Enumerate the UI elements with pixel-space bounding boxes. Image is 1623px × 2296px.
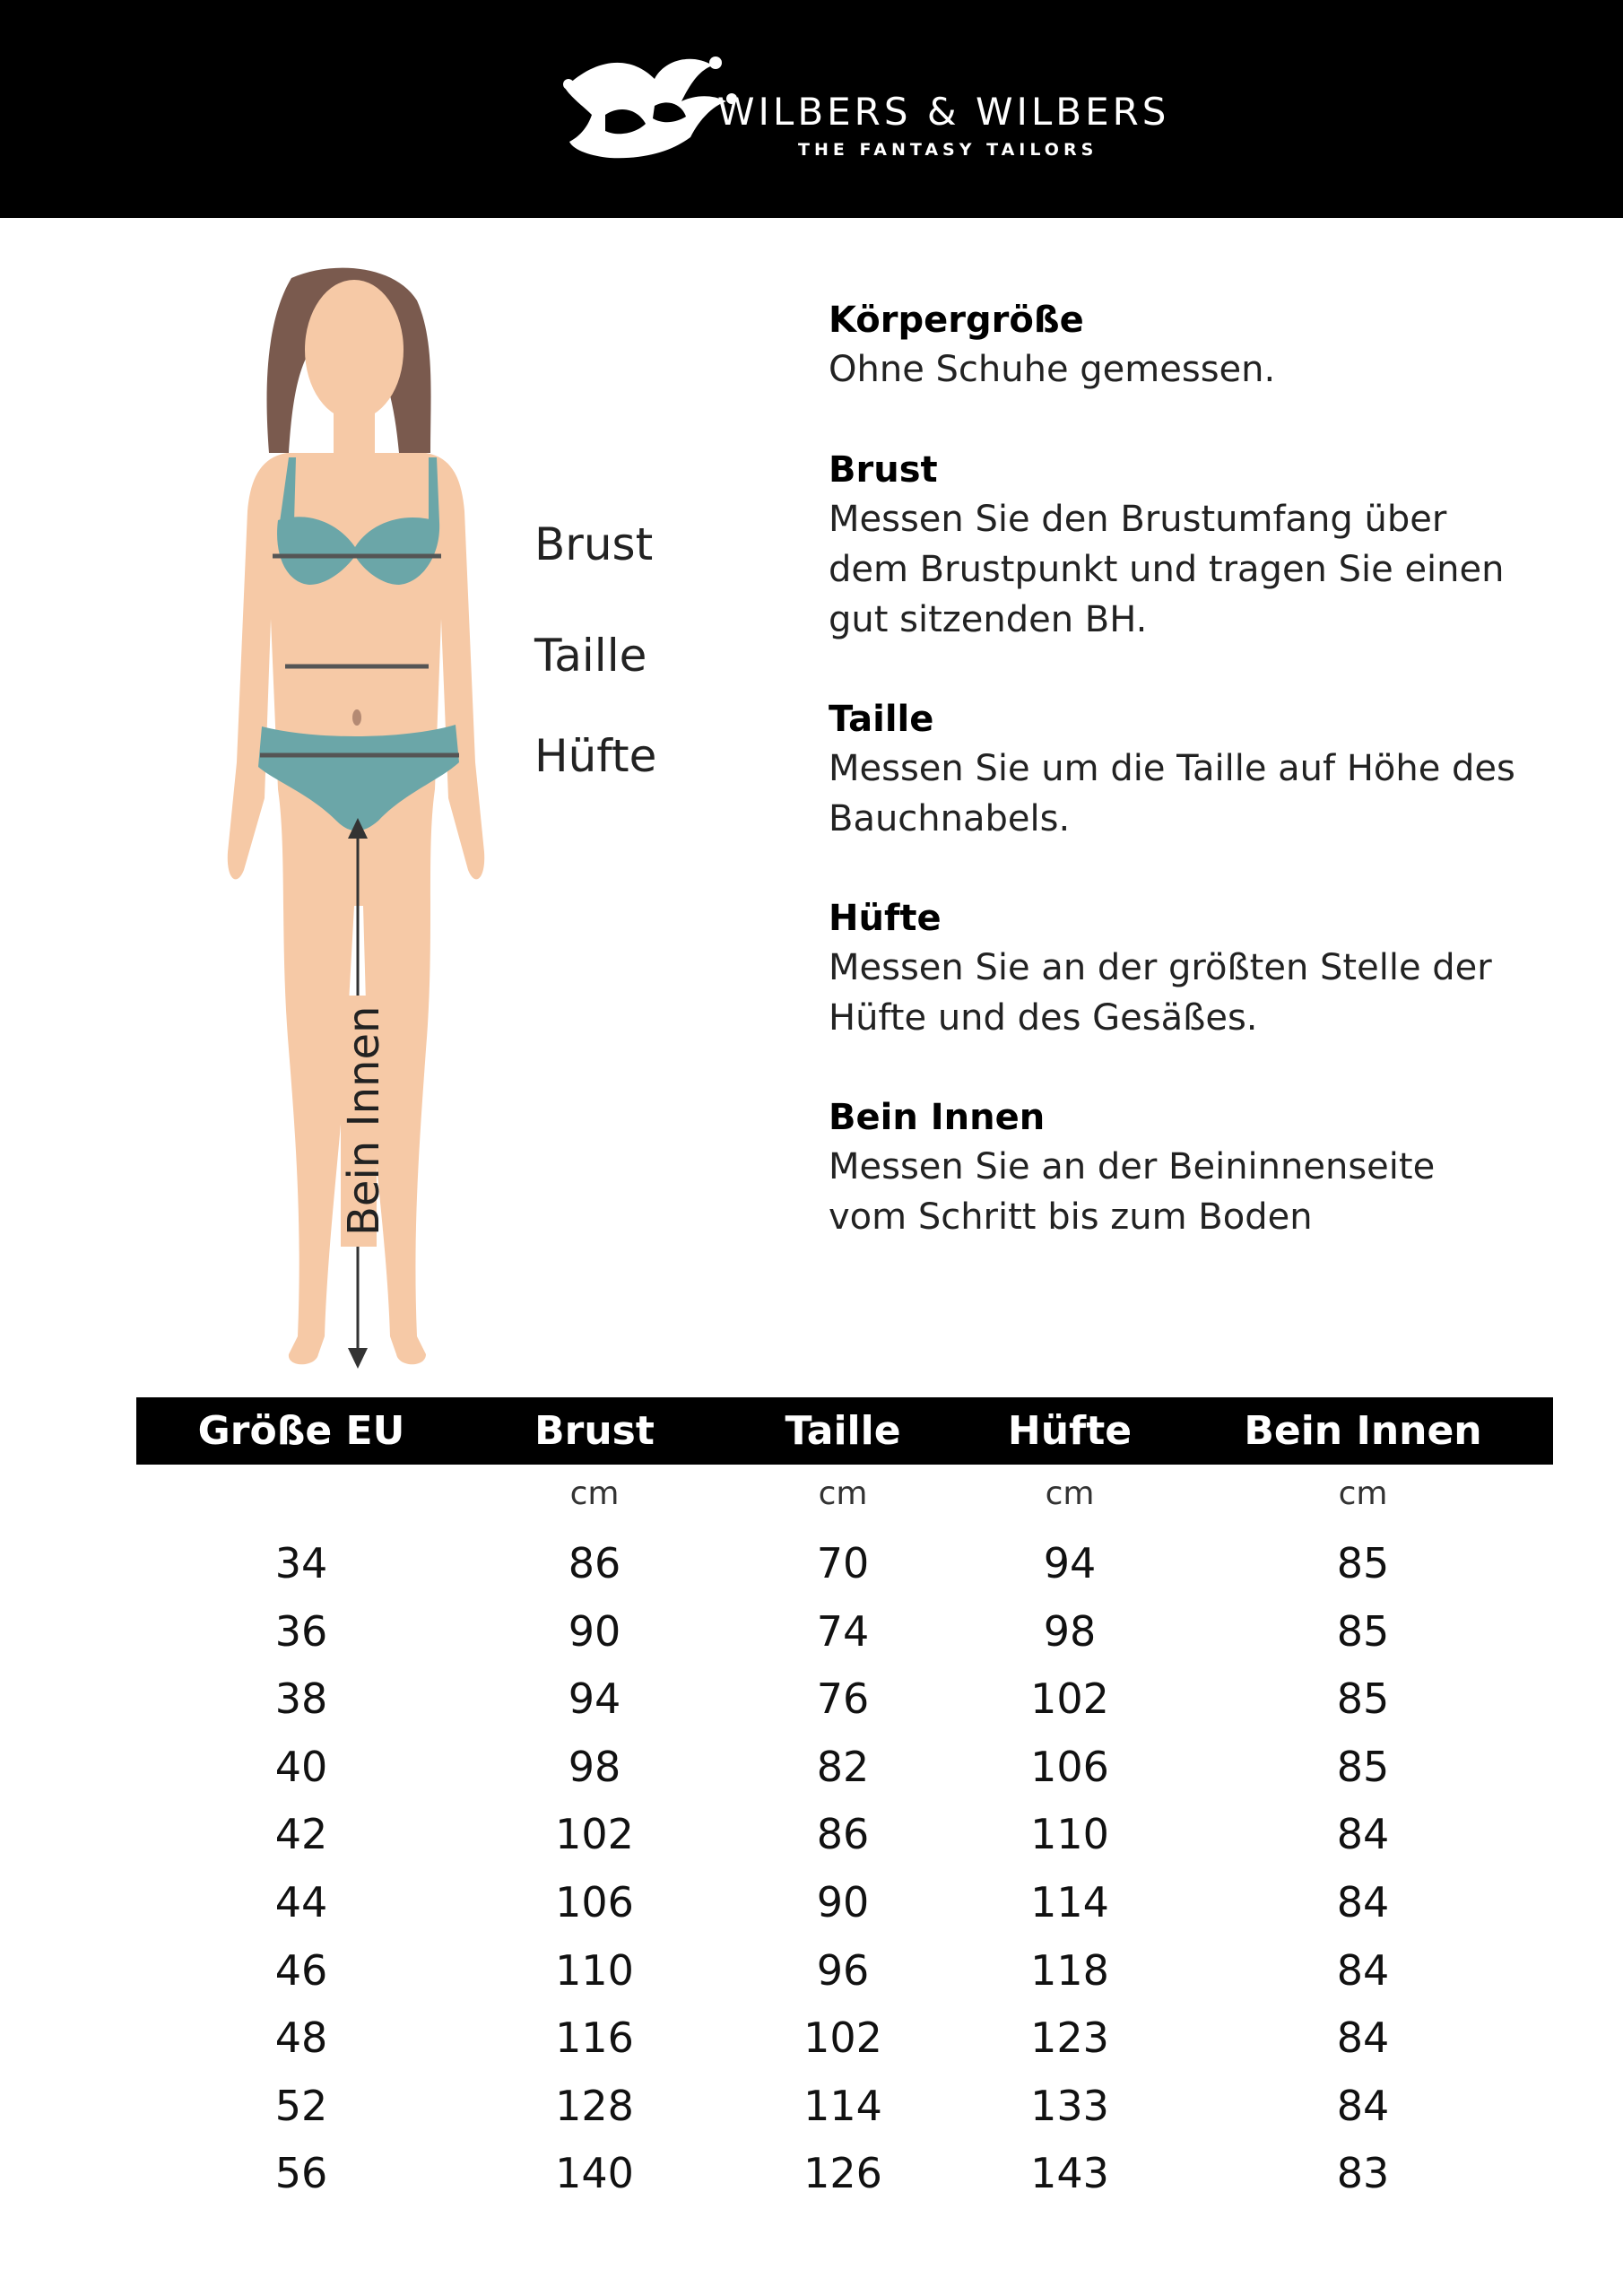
description-taille bbox=[829, 695, 1582, 844]
table-cell: 85 bbox=[1336, 1674, 1390, 1724]
table-cell: 42 bbox=[274, 1810, 328, 1859]
table-cell: 140 bbox=[555, 2149, 634, 2198]
column-header-bein-innen: Bein Innen bbox=[1244, 1408, 1482, 1454]
column-header-huefte: Hüfte bbox=[1007, 1408, 1133, 1454]
table-cell: 82 bbox=[816, 1742, 870, 1791]
figure-label-brust: Brust bbox=[534, 518, 654, 570]
table-row bbox=[0, 1936, 1623, 2005]
brand-header bbox=[0, 0, 1623, 218]
column-header-groesse: Größe EU bbox=[197, 1408, 405, 1454]
table-cell: 110 bbox=[555, 1945, 634, 1995]
table-cell: 90 bbox=[816, 1878, 870, 1926]
table-cell: 44 bbox=[274, 1878, 328, 1926]
description-bein-innen bbox=[829, 1093, 1582, 1242]
table-cell: 98 bbox=[1043, 1606, 1097, 1656]
description-line: Hüfte und des Gesäßes. bbox=[829, 997, 1258, 1039]
table-cell: 48 bbox=[274, 2013, 328, 2063]
unit-label: cm bbox=[818, 1475, 868, 1512]
table-cell: 56 bbox=[274, 2149, 328, 2198]
table-cell: 84 bbox=[1336, 2013, 1390, 2063]
table-cell: 85 bbox=[1336, 1539, 1390, 1587]
table-cell: 86 bbox=[568, 1539, 621, 1587]
column-header-taille: Taille bbox=[785, 1408, 901, 1454]
table-cell: 74 bbox=[816, 1606, 870, 1656]
arrow-down-icon bbox=[348, 1348, 368, 1369]
table-row bbox=[0, 1529, 1623, 1597]
figure-label-taille: Taille bbox=[534, 630, 647, 682]
unit-label: cm bbox=[569, 1475, 620, 1512]
table-cell: 102 bbox=[803, 2013, 882, 2063]
figure-label-huefte: Hüfte bbox=[534, 730, 657, 782]
table-cell: 118 bbox=[1030, 1945, 1109, 1995]
description-line: Messen Sie an der größten Stelle der bbox=[829, 947, 1492, 988]
table-cell: 76 bbox=[816, 1674, 870, 1724]
table-cell: 84 bbox=[1336, 1878, 1390, 1926]
table-cell: 133 bbox=[1030, 2081, 1109, 2130]
description-title: Taille bbox=[829, 699, 934, 740]
description-line: Messen Sie den Brustumfang über bbox=[829, 499, 1447, 540]
description-line: dem Brustpunkt und tragen Sie einen bbox=[829, 549, 1505, 590]
description-title: Hüfte bbox=[829, 898, 942, 939]
table-cell: 126 bbox=[803, 2149, 882, 2198]
table-row bbox=[0, 2139, 1623, 2207]
table-cell: 46 bbox=[274, 1945, 328, 1995]
unit-label: cm bbox=[1045, 1475, 1095, 1512]
table-row bbox=[0, 1733, 1623, 1801]
table-cell: 114 bbox=[803, 2081, 882, 2130]
table-cell: 128 bbox=[555, 2081, 634, 2130]
table-cell: 52 bbox=[274, 2081, 328, 2130]
description-line: gut sitzenden BH. bbox=[829, 599, 1148, 640]
description-koerpergroesse bbox=[829, 296, 1582, 395]
brand-tagline: THE FANTASY TAILORS bbox=[798, 140, 1098, 160]
table-row bbox=[0, 2004, 1623, 2072]
description-line: Messen Sie um die Taille auf Höhe des bbox=[829, 748, 1515, 789]
table-cell: 94 bbox=[568, 1674, 621, 1724]
table-cell: 86 bbox=[816, 1810, 870, 1859]
figure-label-bein-innen: Bein Innen bbox=[339, 1005, 389, 1236]
description-line: Ohne Schuhe gemessen. bbox=[829, 349, 1276, 390]
description-huefte bbox=[829, 894, 1582, 1043]
table-cell: 84 bbox=[1336, 1810, 1390, 1859]
table-row bbox=[0, 1597, 1623, 1665]
table-cell: 83 bbox=[1336, 2149, 1390, 2198]
table-cell: 40 bbox=[274, 1742, 328, 1791]
description-title: Brust bbox=[829, 449, 938, 491]
face-shape bbox=[305, 280, 404, 420]
table-cell: 114 bbox=[1030, 1878, 1109, 1926]
description-line: Messen Sie an der Beininnenseite bbox=[829, 1146, 1436, 1187]
table-cell: 85 bbox=[1336, 1606, 1390, 1656]
table-cell: 102 bbox=[1030, 1674, 1109, 1724]
table-cell: 90 bbox=[568, 1606, 621, 1656]
table-row bbox=[0, 2072, 1623, 2140]
table-cell: 84 bbox=[1336, 1945, 1390, 1995]
table-cell: 85 bbox=[1336, 1742, 1390, 1791]
unit-label: cm bbox=[1338, 1475, 1388, 1512]
table-row bbox=[0, 1665, 1623, 1733]
description-line: vom Schritt bis zum Boden bbox=[829, 1196, 1313, 1238]
description-title: Körpergröße bbox=[829, 300, 1084, 341]
description-brust bbox=[829, 446, 1582, 645]
table-cell: 102 bbox=[555, 1810, 634, 1859]
column-header-brust: Brust bbox=[534, 1408, 655, 1454]
table-cell: 116 bbox=[555, 2013, 634, 2063]
table-cell: 70 bbox=[816, 1539, 870, 1587]
table-row bbox=[0, 1868, 1623, 1936]
table-cell: 98 bbox=[568, 1742, 621, 1791]
table-cell: 94 bbox=[1043, 1539, 1097, 1587]
table-cell: 36 bbox=[274, 1606, 328, 1656]
table-cell: 110 bbox=[1030, 1810, 1109, 1859]
table-cell: 106 bbox=[555, 1878, 634, 1926]
table-cell: 123 bbox=[1030, 2013, 1109, 2063]
table-cell: 106 bbox=[1030, 1742, 1109, 1791]
description-line: Bauchnabels. bbox=[829, 798, 1071, 839]
table-row bbox=[0, 1800, 1623, 1868]
table-cell: 96 bbox=[816, 1945, 870, 1995]
brand-name: WILBERS & WILBERS bbox=[717, 90, 1170, 134]
description-title: Bein Innen bbox=[829, 1097, 1046, 1138]
table-cell: 143 bbox=[1030, 2149, 1109, 2198]
table-cell: 34 bbox=[274, 1539, 328, 1587]
table-cell: 38 bbox=[274, 1674, 328, 1724]
table-cell: 84 bbox=[1336, 2081, 1390, 2130]
